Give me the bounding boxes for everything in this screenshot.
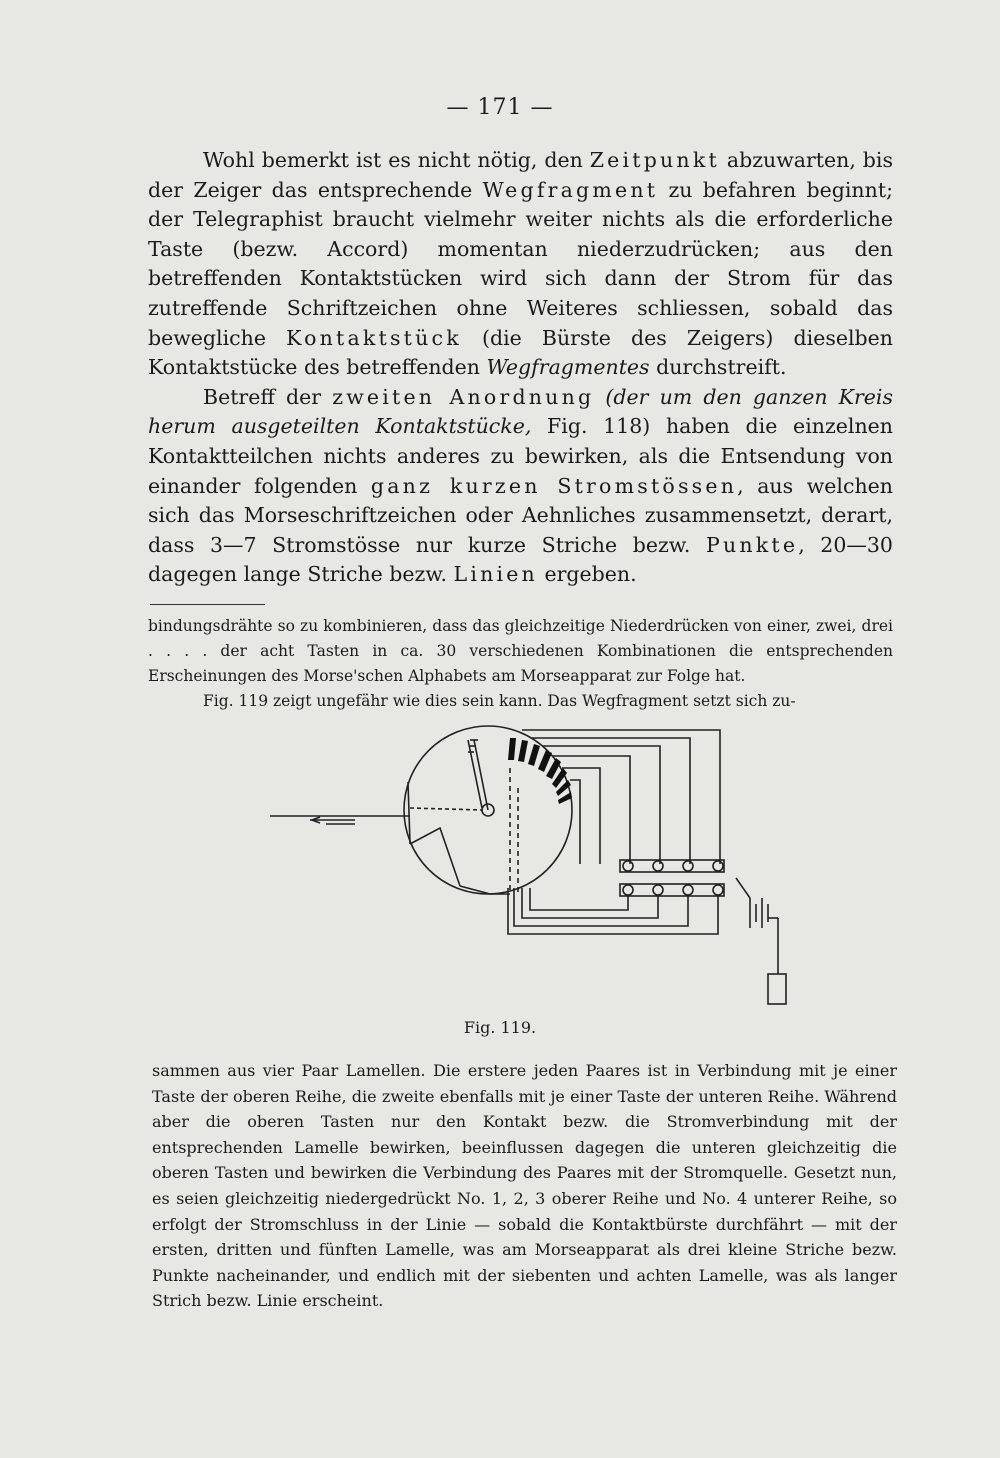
- text-run: [594, 385, 605, 409]
- key-row-lower: [620, 884, 724, 896]
- footnote: [148, 614, 893, 714]
- text-run: Betreff der: [203, 384, 333, 409]
- text-run: zu befahren beginnt; der Telegraphist braucht vielmehr weiter nichts als die erforderliche Taste (bezw. Accord) momentan niederzudrücken; aus den betreffenden Kontaktstücken wird sich dann der Strom für das zutreffende Schriftzeichen ohne Weiteres schliessen, sobald das bewegliche: [148, 177, 893, 350]
- main-text: [148, 146, 893, 590]
- spaced-term: Zeitpunkt: [589, 148, 720, 172]
- lamella: [538, 750, 552, 772]
- italic-term: (der um den ganzen Kreis herum ausgeteilten Kontaktstücke,: [148, 384, 893, 439]
- figure-119-diagram: [260, 718, 800, 1018]
- battery: [736, 878, 750, 898]
- spaced-term: Wegfragment: [482, 177, 659, 202]
- text-run: Fig. 118) haben die einzelnen Kontaktteilchen nichts anderes zu bewirken, als die Entsendung von einander folgenden: [148, 414, 893, 498]
- lamella: [518, 740, 528, 762]
- footnote-paragraph: bindungsdrähte so zu kombinieren, dass das gleichzeitige Niederdrücken von einer, zwei, drei . . . . der acht Tasten in ca. 30 verschiedenen Kombinationen die entsprechenden Erscheinungen des Morse'schen Alphabets am Morseapparat zur Folge hat.: [148, 617, 893, 685]
- footnote-divider: [150, 604, 265, 605]
- italic-term: Wegfragmentes: [486, 355, 650, 380]
- spaced-term: Linien: [453, 562, 538, 587]
- key-row-upper: [620, 860, 724, 872]
- text-run: ergeben.: [537, 562, 637, 587]
- wire: [522, 888, 658, 918]
- figure-caption: Fig. 119.: [463, 1018, 537, 1037]
- text-run: , 20—30 dagegen lange Striche bezw.: [148, 532, 893, 587]
- lamella: [528, 744, 540, 766]
- page-number: — 171 —: [446, 95, 554, 120]
- lamella: [508, 738, 516, 760]
- wire: [532, 738, 690, 864]
- spaced-term: Kontaktstück: [286, 325, 462, 350]
- spaced-term: Punkte: [705, 532, 799, 557]
- text-run: Wohl bemerkt ist es nicht nötig, den: [203, 148, 590, 172]
- spaced-term: ganz kurzen Stromstössen: [370, 473, 738, 498]
- paragraph-1: [148, 146, 893, 383]
- text-run: abzuwarten, bis der Zeiger das entsprechende: [148, 148, 893, 202]
- wire: [530, 888, 628, 910]
- text-run: durchstreift.: [649, 355, 787, 380]
- lower-paragraph: [152, 1058, 897, 1314]
- text-run: (die Bürste des Zeigers) dieselben Kontaktstücke des betreffenden: [148, 325, 893, 380]
- spaced-term: zweiten Anordnung: [332, 384, 595, 409]
- brush-line: [410, 808, 482, 810]
- footnote-figure-intro: Fig. 119 zeigt ungefähr wie dies sein kann. Das Wegfragment setzt sich zu-: [203, 692, 796, 710]
- paragraph-2: [148, 383, 893, 590]
- ground-plate: [768, 974, 786, 1004]
- text-run: , aus welchen sich das Morseschriftzeichen oder Aehnliches zusammensetzt, derart, dass 3—7 Stromstösse nur kurze Striche bezw.: [148, 473, 893, 557]
- dial-pointer: [468, 740, 482, 808]
- body-paragraph: sammen aus vier Paar Lamellen. Die erstere jeden Paares ist in Verbindung mit je einer Taste der oberen Reihe, die zweite ebenfalls mit je einer Taste der unteren Reihe. Während aber die oberen Tasten nur den Kontakt bezw. die Stromverbindung mit der entsprechenden Lamelle bewirken, beeinflussen dagegen die unteren gleichzeitig die oberen Tasten und bewirken die Verbindung des Paares mit der Stromquelle. Gesetzt nun, es seien gleichzeitig niedergedrückt No. 1, 2, 3 oberer Reihe und No. 4 unterer Reihe, so erfolgt der Stromschluss in der Linie — sobald die Kontaktbürste durchfährt — mit der ersten, dritten und fünften Lamelle, was am Morseapparat als drei kleine Striche bezw. Punkte nacheinander, und endlich mit der siebenten und achten Lamelle, was als langer Strich bezw. Linie erscheint.: [152, 1061, 897, 1311]
